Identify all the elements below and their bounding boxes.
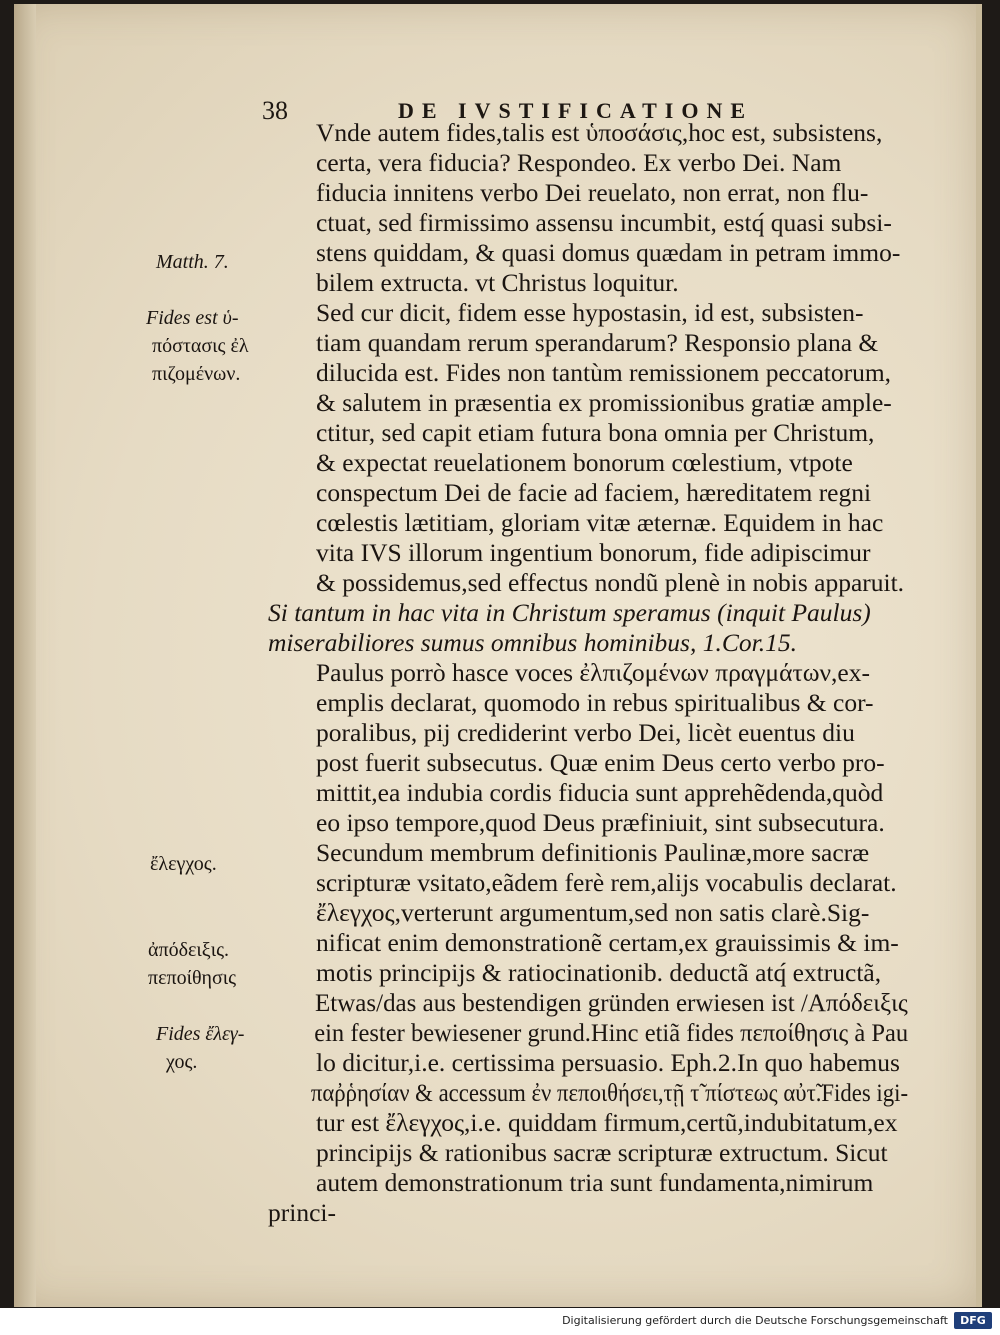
margin-note-matth: Matth. 7. xyxy=(156,251,229,273)
text-line: vita IVS illorum ingentium bonorum, fide adipiscimur xyxy=(316,538,871,567)
margin-note-fides-hypostasis-greek-2: πιζομένων. xyxy=(152,363,241,385)
text-line: fiducia innitens verbo Dei reuelato, non errat, non flu- xyxy=(316,178,869,207)
paragraph xyxy=(268,838,908,1198)
running-head: DE IVSTIFICATIONE xyxy=(398,98,754,123)
text-line: & expectat reuelationem bonorum cœlestium, vtpote xyxy=(316,448,853,477)
footer-bar xyxy=(0,1308,1000,1335)
text-line: tiam quandam rerum sperandarum? Responsio plana & xyxy=(316,328,879,357)
footer-credit: Digitalisierung gefördert durch die Deutsche Forschungsgemeinschaft xyxy=(562,1314,948,1327)
text-line: tur est ἔλεγχος,i.e. quiddam firmum,certũ,indubitatum,ex xyxy=(316,1108,898,1137)
text-line: lo dicitur,i.e. certissima persuasio. Eph.2.In quo habemus xyxy=(316,1048,900,1077)
text-line: ctuat, sed firmissimo assensu incumbit, estq́ quasi subsi- xyxy=(316,208,892,237)
text-line: conspectum Dei de facie ad faciem, hæreditatem regni xyxy=(316,478,872,507)
text-line: ein fester bewiesener grund.Hinc etiã fides πεποίθησις à Pau xyxy=(314,1018,909,1047)
text-line: ἔλεγχος,verterunt argumentum,sed non satis clarè.Sig- xyxy=(316,898,870,927)
catchword: princi- xyxy=(268,1198,336,1227)
text-line: ctitur, sed capit etiam futura bona omnia per Christum, xyxy=(316,418,875,447)
margin-note-elenchos: ἔλεγχος. xyxy=(150,853,217,875)
text-line: & salutem in præsentia ex promissionibus gratiæ ample- xyxy=(316,388,892,417)
paragraph xyxy=(268,598,908,658)
text-line: παῤῥησίαν & accessum ἐν πεποιθήσει,τῇ τ̃ πίστεως αὐτ̃.Fides igi- xyxy=(310,1078,909,1107)
text-line: Etwas/das aus bestendigen gründen erwiesen ist /Απόδειξις xyxy=(315,988,908,1017)
text-line: Paulus porrò hasce voces ἐλπιζομένων πραγμάτων,ex- xyxy=(316,658,870,687)
text-line: poralibus, pij crediderint verbo Dei, licèt euentus diu xyxy=(316,718,855,747)
text-line: miserabiliores sumus omnibus hominibus, 1.Cor.15. xyxy=(268,628,797,657)
text-line: autem demonstrationum tria sunt fundamenta,nimirum xyxy=(316,1168,874,1197)
page-number: 38 xyxy=(262,96,288,125)
dfg-logo: DFG xyxy=(954,1312,992,1329)
text-line: & possidemus,sed effectus nondũ plenè in nobis apparuit. xyxy=(316,568,905,597)
text-line: stens quiddam, & quasi domus quædam in petram immo- xyxy=(316,238,901,267)
text-line: bilem extructa. vt Christus loquitur. xyxy=(316,268,679,297)
text-line: nificat enim demonstrationẽ certam,ex grauissimis & im- xyxy=(316,928,899,957)
gutter-shadow xyxy=(14,4,36,1307)
margin-note-apodeixis: ἀπόδειξις. xyxy=(148,939,229,961)
margin-note-pepoithesis: πεποίθησις xyxy=(148,967,237,989)
text-line: eo ipso tempore,quod Deus præfiniuit, sint subsecutura. xyxy=(316,808,885,837)
text-line: mittit,ea indubia cordis fiducia sunt apprehẽdenda,quòd xyxy=(316,778,884,807)
text-line: Sed cur dicit, fidem esse hypostasin, id est, subsisten- xyxy=(316,298,864,327)
paragraph xyxy=(268,298,908,598)
margin-note-fides-elenchos-greek: χος. xyxy=(166,1051,198,1073)
text-line: Vnde autem fides,talis est ὑποσάσις,hoc est, subsistens, xyxy=(316,118,883,147)
text-line: post fuerit subsecutus. Quæ enim Deus certo verbo pro- xyxy=(316,748,885,777)
text-line: Secundum membrum definitionis Paulinæ,more sacræ xyxy=(316,838,870,867)
text-line: principijs & rationibus sacræ scripturæ extructum. Sicut xyxy=(316,1138,888,1167)
margin-note-fides-elenchos: Fides ἔλεγ- xyxy=(156,1023,245,1045)
text-line: emplis declarat, quomodo in rebus spiritualibus & cor- xyxy=(316,688,874,717)
paragraph xyxy=(268,658,908,838)
text-line: certa, vera fiducia? Respondeo. Ex verbo Dei. Nam xyxy=(316,148,842,177)
paragraph xyxy=(268,118,908,298)
margin-note-fides-hypostasis: Fides est ὑ- xyxy=(146,307,239,329)
text-line: motis principijs & ratiocinationib. deductã atq́ extructã, xyxy=(316,958,882,987)
text-line: scripturæ vsitato,eãdem ferè rem,alijs vocabulis declarat. xyxy=(316,868,897,897)
text-line: cœlestis lætitiam, gloriam vitæ æternæ. Equidem in hac xyxy=(316,508,884,537)
text-line: dilucida est. Fides non tantùm remissionem peccatorum, xyxy=(316,358,892,387)
margin-note-fides-hypostasis-greek: πόστασις ἐλ xyxy=(152,335,249,357)
text-line: Si tantum in hac vita in Christum speramus (inquit Paulus) xyxy=(268,598,871,627)
body-text xyxy=(268,118,908,1228)
